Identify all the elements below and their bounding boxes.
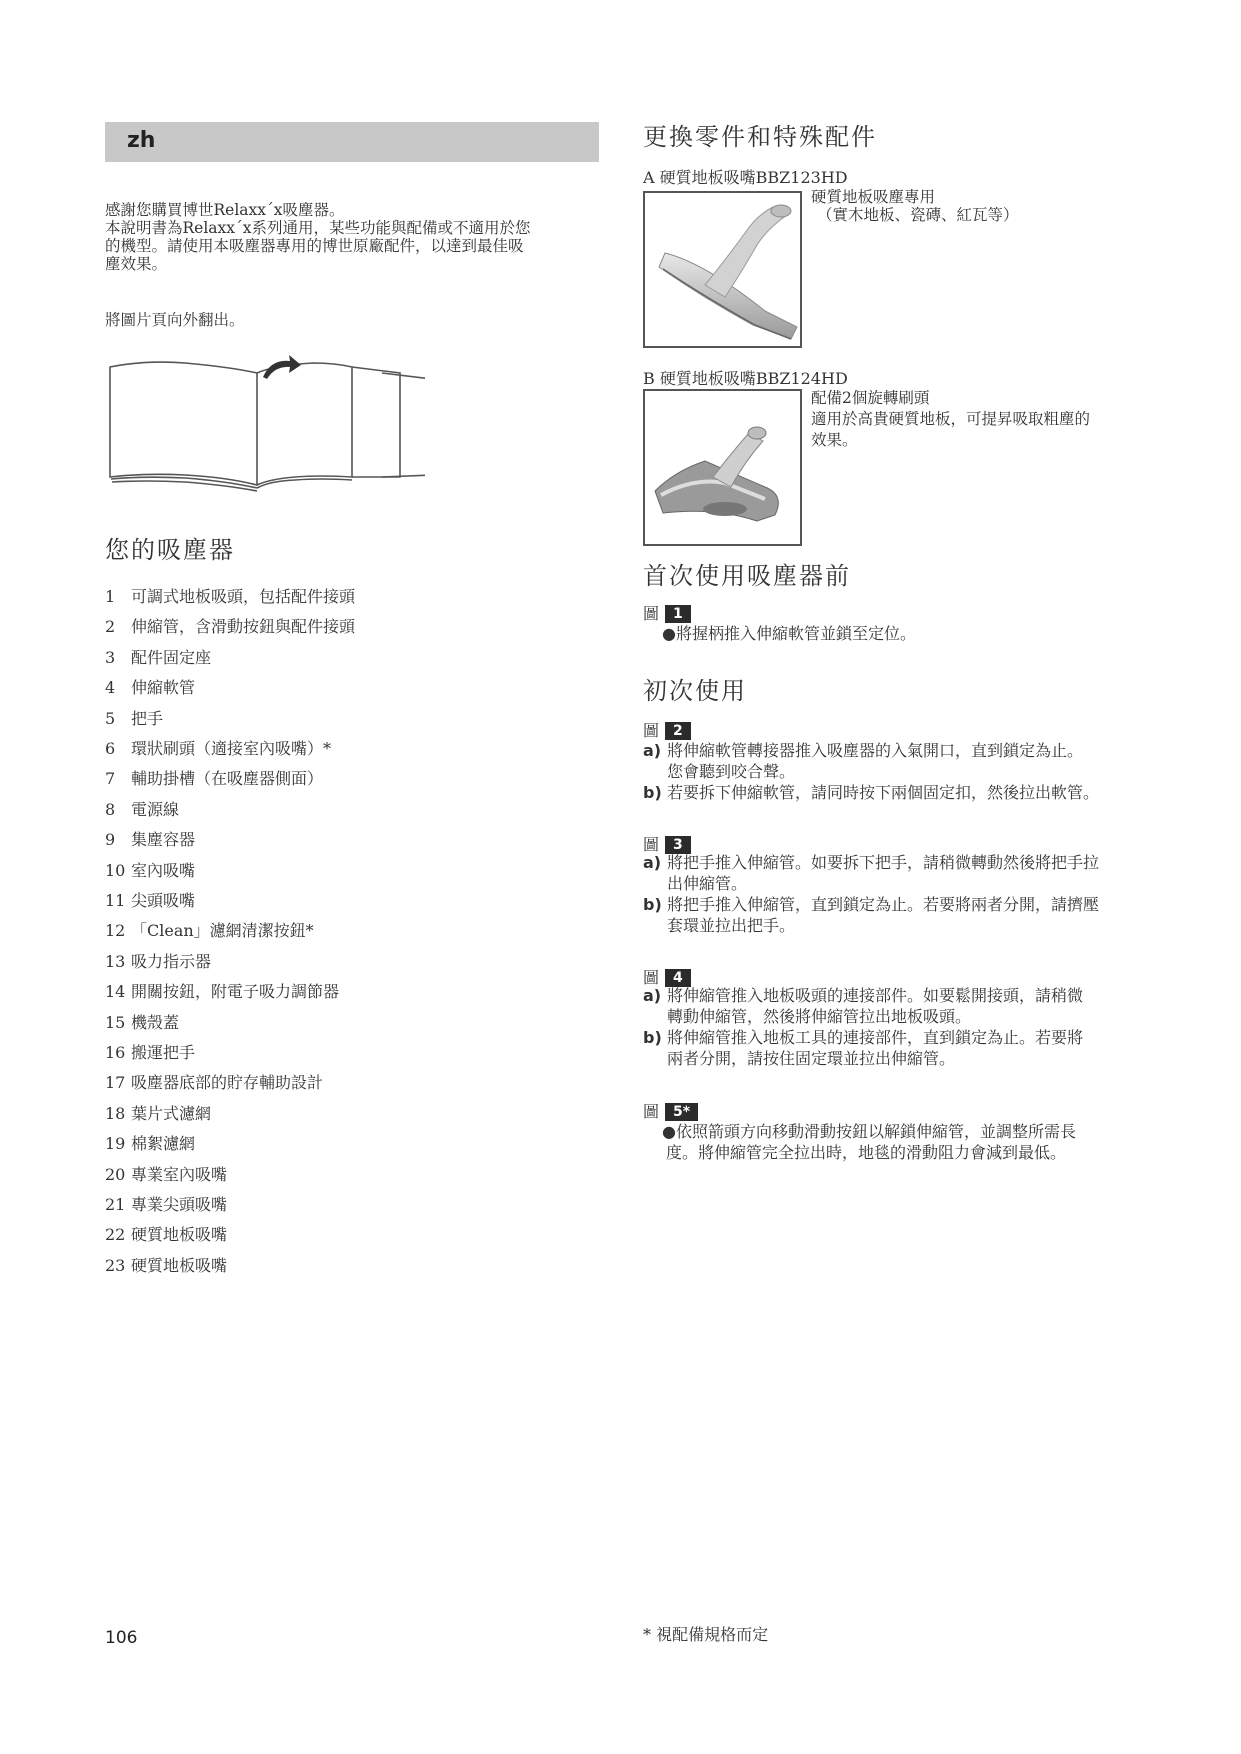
parts-list-item-text: 硬質地板吸嘴 (131, 1225, 228, 1245)
parts-list-item-text: 專業尖頭吸嘴 (131, 1195, 228, 1214)
parts-list-item-text: 硬質地板吸嘴 (131, 1255, 228, 1275)
parts-list-item-number: 7 (105, 769, 116, 789)
figure-label: 圖 (643, 604, 660, 623)
step-text: 將把手推入伸縮管，直到鎖定為止。若要將兩者分開，請擠壓 (667, 895, 1100, 914)
step-text: 轉動伸縮管，然後將伸縮管拉出地板吸頭。 (667, 1007, 972, 1026)
parts-list-item-number: 21 (105, 1195, 126, 1214)
step-text: 將伸縮管推入地板工具的連接部件，直到鎖定為止。若要將 (667, 1028, 1084, 1047)
parts-list-item (105, 1162, 227, 1185)
step-key: a) (643, 741, 662, 760)
language-code: zh (127, 128, 156, 153)
flip-instruction: 將圖片頁向外翻出。 (105, 311, 245, 329)
accessory-b-label: B 硬質地板吸嘴BBZ124HD (643, 369, 848, 388)
figure-label: 圖 (643, 968, 660, 987)
parts-list-item-text: 輔助掛槽（在吸塵器側面） (131, 769, 324, 789)
accessory-b-image (643, 389, 802, 546)
parts-list-item-text: 室內吸嘴 (131, 860, 196, 880)
parts-list-item-number: 11 (105, 891, 126, 910)
parts-list-item (105, 949, 211, 972)
figure-ref-2 (643, 718, 691, 741)
parts-list-item-number: 14 (105, 982, 126, 1002)
step-text: 度。將伸縮管完全拉出時，地毯的滑動阻力會減到最低。 (666, 1143, 1067, 1162)
accessory-a-image (643, 191, 802, 348)
parts-list-item-text: 葉片式濾網 (131, 1103, 212, 1123)
figure-number: 4 (665, 969, 691, 987)
parts-list-item-number: 5 (105, 708, 116, 728)
parts-list-item-text: 棉絮濾網 (131, 1134, 196, 1154)
accessory-b-desc-line: 效果。 (811, 431, 858, 449)
figure-5-steps (662, 1121, 1162, 1163)
step-text: 出伸縮管。 (667, 874, 748, 893)
accessory-a-desc-line: （實木地板、瓷磚、紅瓦等） (817, 206, 1019, 224)
parts-list-item (105, 888, 195, 911)
accessory-a-label: A 硬質地板吸嘴BBZ123HD (643, 168, 848, 187)
parts-list-item-number: 12 (105, 921, 126, 941)
parts-list-item-number: 15 (105, 1012, 126, 1032)
figure-ref-1 (643, 601, 691, 624)
parts-list-item-number: 6 (105, 739, 116, 758)
parts-list-item-text: 環狀刷頭（適接室內吸嘴）* (131, 739, 332, 758)
parts-list-item-text: 可調式地板吸頭，包括配件接頭 (131, 587, 356, 606)
section-title-first-use: 初次使用 (643, 677, 747, 705)
step-text: 若要拆下伸縮軟管，請同時按下兩個固定扣，然後拉出軟管。 (667, 783, 1100, 802)
parts-list-item-number: 3 (105, 647, 116, 667)
parts-list-item-number: 17 (105, 1073, 126, 1093)
parts-list-item (105, 918, 314, 941)
step-text: 套環並拉出把手。 (667, 916, 796, 935)
language-bar (105, 122, 599, 162)
flip-arrow-icon (263, 355, 301, 379)
parts-list-item-number: 16 (105, 1043, 126, 1062)
parts-list-item (105, 1101, 211, 1124)
step-key: a) (643, 986, 662, 1005)
parts-list-item-text: 把手 (131, 708, 164, 728)
accessory-b-desc-line: 配備2個旋轉刷頭 (811, 389, 930, 407)
footnote: * 視配備規格而定 (643, 1625, 769, 1644)
parts-list-item-number: 8 (105, 799, 116, 819)
figure-number: 3 (665, 836, 691, 854)
intro-text (105, 201, 605, 273)
before-first-use-step: ●將握柄推入伸縮軟管並鎖至定位。 (662, 624, 916, 643)
parts-list-item-text: 吸塵器底部的貯存輔助設計 (131, 1073, 324, 1093)
figure-number: 1 (665, 605, 691, 623)
parts-list-item (105, 1131, 195, 1154)
intro-line: 本說明書為Relaxx´x系列通用，某些功能與配備或不適用於您 (105, 219, 531, 237)
parts-list-item-number: 20 (105, 1164, 126, 1184)
hard-floor-nozzle-a-illustration (645, 193, 800, 346)
parts-list-item-text: 配件固定座 (131, 647, 212, 667)
parts-list-item-text: 吸力指示器 (131, 951, 212, 971)
step-key: b) (643, 895, 662, 914)
accessory-a-desc-line: 硬質地板吸塵專用 (811, 188, 936, 206)
parts-list-item-number: 19 (105, 1134, 126, 1154)
parts-list-item (105, 1010, 179, 1033)
intro-line: 感謝您購買博世Relaxx´x吸塵器。 (105, 201, 345, 219)
accessory-b-desc (811, 389, 1090, 449)
parts-list-item (105, 1192, 227, 1215)
parts-list-item-text: 集塵容器 (131, 830, 196, 850)
parts-list-item (105, 584, 355, 607)
parts-list-item (105, 858, 195, 881)
parts-list-item-number: 18 (105, 1103, 126, 1123)
parts-list-item (105, 766, 323, 789)
step-key: b) (643, 783, 662, 802)
parts-list-item (105, 827, 195, 850)
parts-list-item (105, 1070, 323, 1093)
step-text: 兩者分開，請按住固定環並拉出伸縮管。 (667, 1049, 956, 1068)
parts-list-item (105, 706, 163, 729)
intro-line: 的機型。請使用本吸塵器專用的博世原廠配件，以達到最佳吸 (105, 237, 524, 255)
figure-3-steps (643, 852, 1143, 936)
parts-list-item (105, 614, 355, 637)
figure-number: 5* (665, 1103, 698, 1121)
hard-floor-nozzle-b-illustration (645, 391, 800, 544)
figure-2-steps (643, 740, 1143, 803)
parts-list-item-text: 搬運把手 (131, 1043, 196, 1062)
section-title-accessories: 更換零件和特殊配件 (643, 123, 877, 151)
parts-list-item-number: 4 (105, 678, 116, 698)
parts-list-item (105, 1222, 227, 1245)
step-text: ●依照箭頭方向移動滑動按鈕以解鎖伸縮管，並調整所需長 (662, 1122, 1076, 1141)
foldout-book-illustration (105, 355, 425, 493)
figure-label: 圖 (643, 835, 660, 854)
parts-list-item-text: 機殼蓋 (131, 1012, 180, 1032)
figure-ref-5 (643, 1099, 698, 1122)
step-text: 將把手推入伸縮管。如要拆下把手，請稍微轉動然後將把手拉 (667, 853, 1100, 872)
parts-list-item-number: 10 (105, 860, 126, 880)
figure-label: 圖 (643, 1102, 660, 1121)
parts-list-item-text: 伸縮管，含滑動按鈕與配件接頭 (131, 617, 356, 637)
section-title-your-vacuum: 您的吸塵器 (105, 536, 235, 564)
parts-list-item (105, 1040, 195, 1063)
step-text: 將伸縮管推入地板吸頭的連接部件。如要鬆開接頭，請稍微 (667, 986, 1084, 1005)
figure-label: 圖 (643, 721, 660, 740)
parts-list-item-text: 開關按鈕，附電子吸力調節器 (131, 982, 340, 1002)
parts-list-item (105, 736, 331, 759)
parts-list-item (105, 1253, 227, 1276)
figure-number: 2 (665, 722, 691, 740)
parts-list-item-number: 22 (105, 1225, 126, 1245)
section-title-before-first-use: 首次使用吸塵器前 (643, 562, 851, 590)
parts-list-item-number: 2 (105, 617, 116, 637)
parts-list-item-text: 尖頭吸嘴 (131, 891, 196, 910)
parts-list-item-text: 「Clean」濾網清潔按鈕* (131, 921, 314, 941)
parts-list-item (105, 797, 179, 820)
accessory-a-desc (811, 188, 1019, 224)
figure-4-steps (643, 985, 1143, 1069)
parts-list-item-number: 23 (105, 1255, 126, 1275)
step-text: 您會聽到咬合聲。 (667, 762, 796, 781)
parts-list-item (105, 645, 211, 668)
page-number: 106 (105, 1628, 138, 1648)
parts-list-item-text: 伸縮軟管 (131, 678, 196, 698)
parts-list-item (105, 675, 195, 698)
step-key: b) (643, 1028, 662, 1047)
parts-list-item (105, 979, 339, 1002)
step-text: 將伸縮軟管轉接器推入吸塵器的入氣開口，直到鎖定為止。 (667, 741, 1084, 760)
parts-list-item-number: 9 (105, 830, 116, 850)
parts-list-item-text: 專業室內吸嘴 (131, 1164, 228, 1184)
intro-line: 塵效果。 (105, 255, 168, 273)
accessory-b-desc-line: 適用於高貴硬質地板，可提昇吸取粗塵的 (811, 410, 1091, 428)
parts-list-item-number: 13 (105, 951, 126, 971)
parts-list-item-number: 1 (105, 587, 116, 606)
parts-list-item-text: 電源線 (131, 799, 180, 819)
step-key: a) (643, 853, 662, 872)
